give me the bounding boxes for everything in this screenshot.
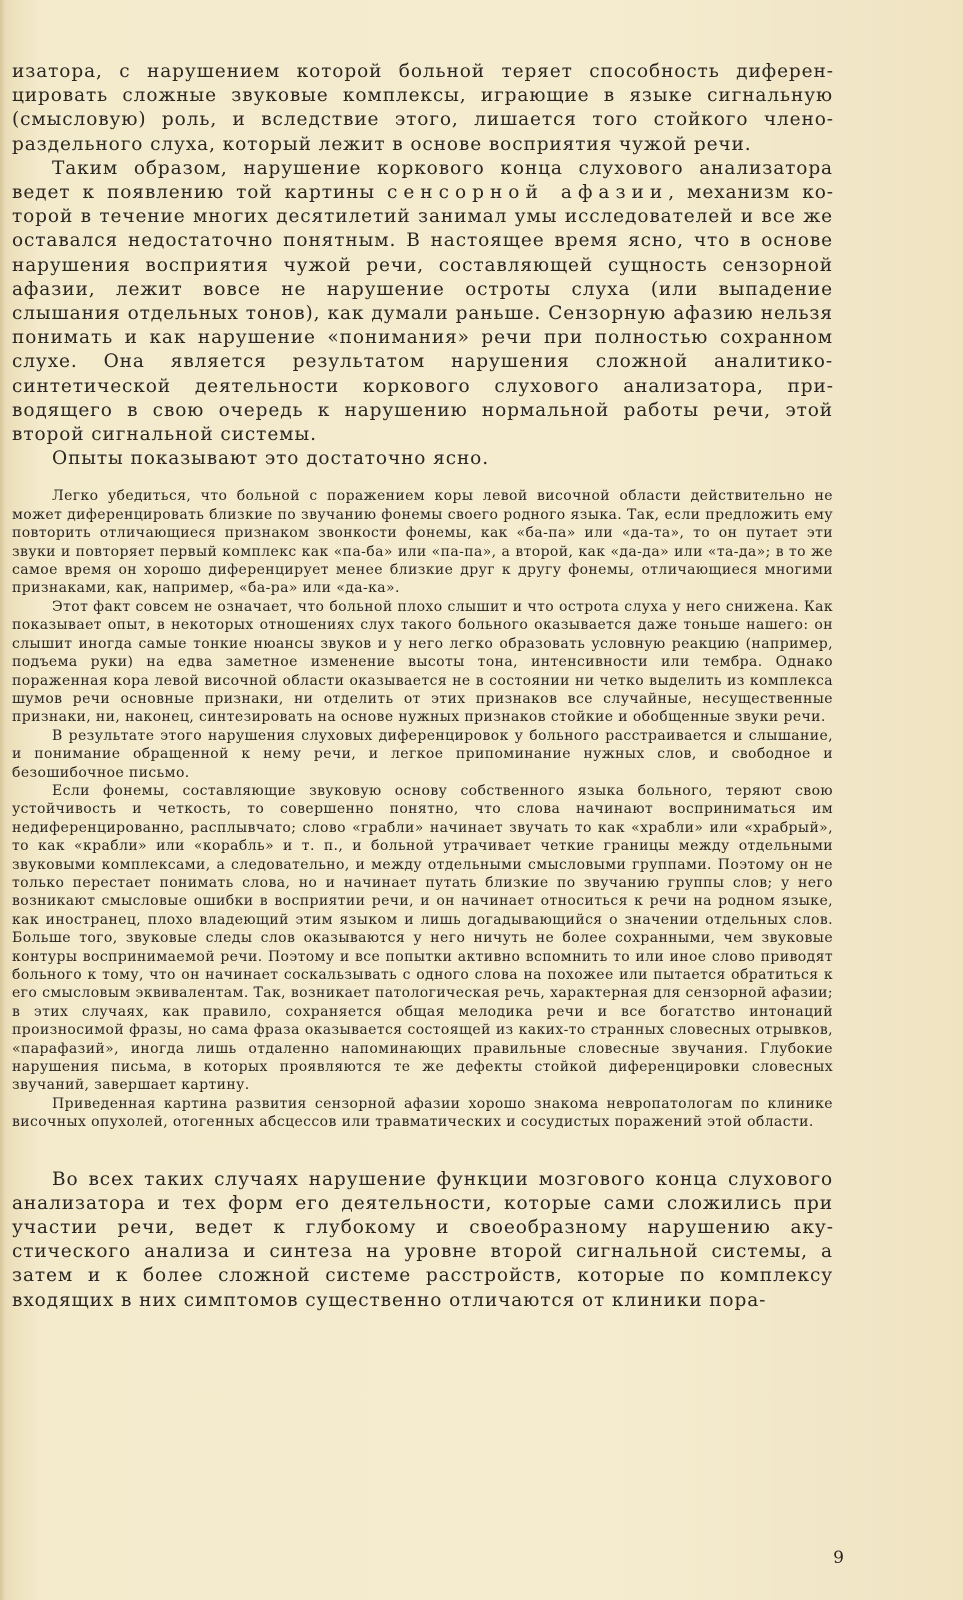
body-paragraph-continuation: изатора, с нарушением которой больной теряет способность диференцировать сложные звуковые комплексы, играющие в языке сигнальную (смысловую) роль, и вследствие этого, лишается того стойкого членораздельного слуха, который лежит в основе восприятия чужой речи. [12,61,833,155]
scan-shadow-edge [0,0,6,1600]
emphasized-term: сенсорной афазии [387,182,669,204]
small-paragraph: Этот факт совсем не означает, что больной плохо слышит и что острота слуха у него снижена. Как показывает опыт, в некоторых отношениях слух такого больного оказывается даже тоньше нашего: он слышит иногда самые тонкие нюансы звуков и у него легко образовать условную реакцию (например, подъема руки) на едва заметное изменение высоты тона, интенсивности или тембра. Однако пораженная кора левой височной области оказывается не в состоянии ни четко выделить из комплекса шумов речи основные признаки, ни отделить от этих признаков все случайные, несущественные признаки, ни, наконец, синтезировать на основе нужных признаков стойкие и обобщенные звуки речи. [12,598,833,726]
text-run: , механизм которой в течение многих десятилетий занимал умы исследователей и все же оставался недостаточно понятным. В настоящее время ясно, что в основе нарушения восприятия чужой речи, составляющей сущность сензорной афазии, лежит вовсе не нарушение остроты слуха (или выпадение слышания отдельных тонов), как думали раньше. Сензорную афазию нельзя понимать и как нарушение «понимания» речи при полностью сохранном слухе. Она является результатом нарушения сложной аналитико-синтетической деятельности коркового слухового анализатора, приводящего в свою очередь к нарушению нормальной работы речи, этой второй сигнальной системы. [12,182,833,446]
final-block [12,1168,833,1313]
small-print-block [12,487,833,1131]
page-number: 9 [833,1548,845,1568]
body-paragraph-final: Во всех таких случаях нарушение функции мозгового конца слухового анализатора и тех форм его деятельности, которые сами сложились при участии речи, ведет к глубокому и своеобразному нарушению акустического анализа и синтеза на уровне второй сигнальной системы, а затем и к более сложной системе расстройств, которые по комплексу входящих в них симптомов существенно отличаются от клиники пора- [12,1168,833,1311]
small-paragraph: В результате этого нарушения слуховых диференцировок у больного расстраивается и слышание, и понимание обращенной к нему речи, и легкое припоминание нужных слов, и свободное и безошибочное письмо. [12,727,833,781]
body-paragraph-experiments-intro: Опыты показывают это достаточно ясно. [52,448,490,470]
small-paragraph: Приведенная картина развития сензорной афазии хорошо знакома невропатологам по клинике височных опухолей, отогенных абсцессов или травматических и сосудистых поражений этой области. [12,1095,833,1131]
body-paragraph-sensory-aphasia [12,157,833,447]
text-run: Таким образом, нарушение коркового конца слухового анализатора ведет к появлению той картины [12,157,833,204]
small-paragraph: Легко убедиться, что больной с поражением коры левой височной области действительно не может диференцировать близкие по звучанию фонемы своего родного языка. Так, если предложить ему повторить отличающиеся признаком звонкости фонемы, как «ба-па» или «да-та», то он путает эти звуки и повторяет первый комплекс как «па-ба» или «па-па», а второй, как «да-да» или «та-да»; в то же самое время он хорошо диференцирует менее близкие друг к другу фонемы, отличающиеся многими признаками, как, например, «ба-ра» или «да-ка». [12,488,833,597]
small-paragraph: Если фонемы, составляющие звуковую основу собственного языка больного, теряют свою устойчивость и четкость, то совершенно понятно, что слова начинают восприниматься им недиференцированно, расплывчато; слово «грабли» начинает звучать то как «храбли» или «храбрый», то как «крабли» или «корабль» и т. п., и больной утрачивает четкие границы между отдельными звуковыми комплексами, а следовательно, и между отдельными смысловыми группами. Поэтому он не только перестает понимать слова, но и начинает путать близкие по звучанию группы слов; у него возникают смысловые ошибки в восприятии речи, и он начинает относиться к речи на родном языке, как иностранец, плохо владеющий этим языком и лишь догадывающийся о значении отдельных слов. Больше того, звуковые следы слов оказываются у него ничуть не более сохранными, чем звуковые контуры воспринимаемой речи. Поэтому и все попытки активно вспомнить то или иное слово приводят больного к тому, что он начинает соскальзывать с одного слова на похожее или пытается обратиться к его смысловым эквивалентам. Так, возникает патологическая речь, характерная для сензорной афазии; в этих случаях, как правило, сохраняется общая мелодика речи и все богатство интонаций произносимой фразы, но сама фраза оказывается состоящей из каких-то странных словесных отрывков, «парафазий», иногда лишь отдаленно напоминающих правильные словесные звучания. Глубокие нарушения письма, в которых проявляются те же дефекты стойкой диференцировки словесных звучаний, завершает картину. [12,782,834,1094]
